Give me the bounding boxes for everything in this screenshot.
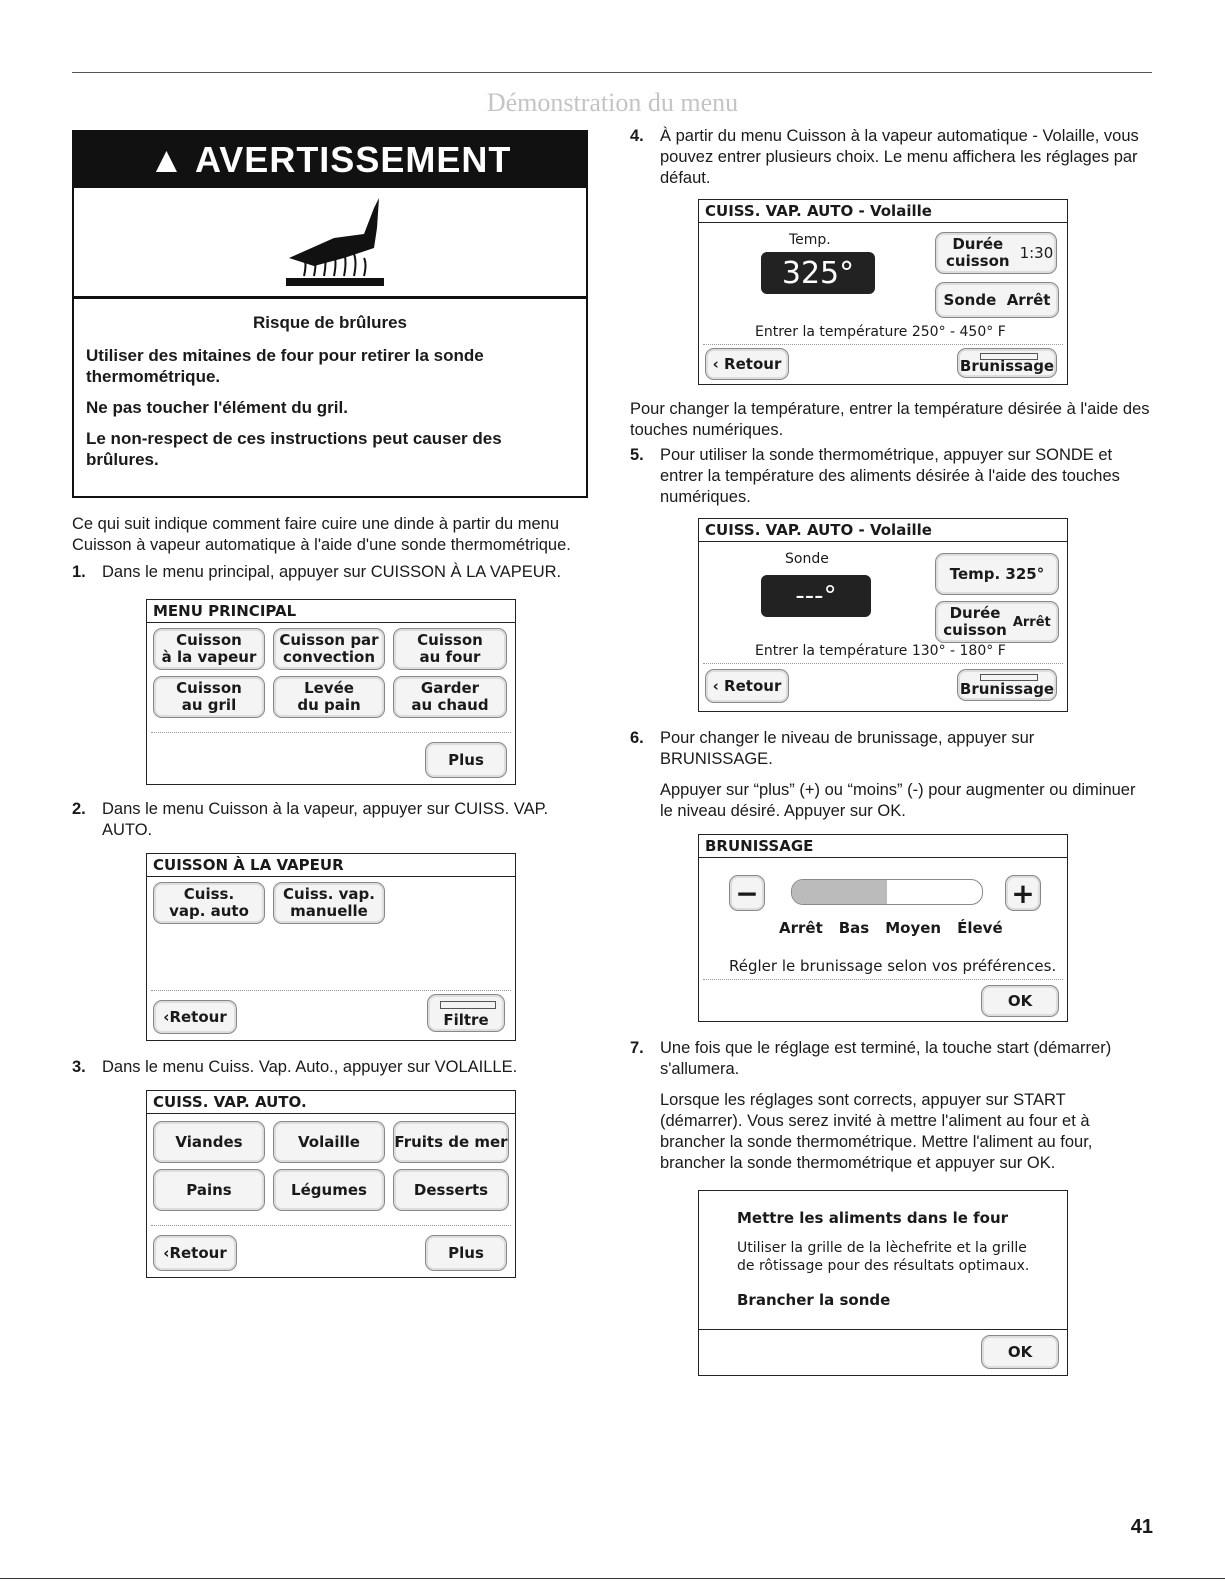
intro-text: Ce qui suit indique comment faire cuire une dinde à partir du menu Cuisson à vapeur automatique à l'aide d'une sonde thermométrique.	[72, 515, 571, 554]
button-browning[interactable]: Brunissage	[957, 348, 1057, 378]
step-2	[72, 799, 592, 841]
warning-subtitle: Risque de brûlures	[253, 313, 407, 332]
button-cook-duration[interactable]: Durée cuisson 1:30	[935, 232, 1057, 274]
button-seafood[interactable]: Fruits de mer	[393, 1121, 509, 1163]
divider	[703, 344, 1063, 345]
step-text: Dans le menu principal, appuyer sur CUISSON À LA VAPEUR.	[102, 563, 562, 581]
button-desserts[interactable]: Desserts	[393, 1169, 509, 1211]
screen-poultry-temp	[698, 199, 1068, 385]
duration-state: Arrêt	[1012, 614, 1051, 630]
filter-slider-icon	[440, 1001, 496, 1009]
button-ok[interactable]: OK	[981, 985, 1059, 1017]
step-1	[72, 562, 592, 583]
warning-header	[74, 132, 586, 188]
bottom-rule	[0, 1578, 1225, 1579]
divider	[151, 990, 511, 991]
button-plus[interactable]: +	[1005, 875, 1041, 911]
step-number: 4.	[630, 127, 644, 145]
page-number: 41	[1130, 1516, 1153, 1538]
browning-levels	[779, 919, 1003, 937]
button-filter[interactable]	[427, 994, 505, 1032]
step-text: Dans le menu Cuisson à la vapeur, appuyer sur CUISS. VAP. AUTO.	[102, 800, 549, 839]
screen-insert-food	[698, 1190, 1068, 1376]
page-heading: Démonstration du menu	[486, 88, 739, 117]
browning-level-fill	[792, 880, 887, 904]
step-6	[630, 728, 1150, 770]
divider	[703, 979, 1063, 980]
button-probe[interactable]: Sonde Arrêt	[935, 282, 1059, 318]
step-text: À partir du menu Cuisson à la vapeur automatique - Volaille, vous pouvez entrer plusieurs choix. Le menu affichera les réglages par défaut.	[660, 127, 1139, 187]
browning-hint: Régler le brunissage selon vos préférences.	[729, 957, 1057, 975]
warning-box	[72, 130, 588, 498]
left-column	[72, 130, 592, 1278]
temp-label: Temp.	[789, 232, 831, 248]
step-number: 5.	[630, 446, 644, 464]
button-more[interactable]: Plus	[425, 1235, 507, 1271]
browning-level-bar[interactable]	[791, 879, 983, 905]
button-back[interactable]: ‹Retour	[153, 1235, 237, 1271]
insert-text: Utiliser la grille de la lèchefrite et la grille de rôtissage pour des résultats optimaux.	[737, 1240, 1030, 1274]
probe-label: Sonde	[785, 551, 829, 567]
button-more[interactable]: Plus	[425, 742, 507, 778]
step-number: 3.	[72, 1058, 86, 1076]
temp-display: 325°	[761, 252, 875, 294]
screen-title: CUISS. VAP. AUTO - Volaille	[699, 519, 1067, 542]
button-auto-steam[interactable]: Cuiss. vap. auto	[153, 882, 265, 924]
level-off: Arrêt	[779, 919, 823, 937]
step-5	[630, 445, 1150, 508]
screen-title: CUISSON À LA VAPEUR	[147, 854, 515, 877]
step-4	[630, 126, 1150, 189]
button-back[interactable]: ‹ Retour	[705, 348, 789, 380]
button-proof-bread[interactable]: Levée du pain	[273, 676, 385, 718]
step-text: Pour changer le niveau de brunissage, appuyer sur BRUNISSAGE.	[660, 729, 1035, 768]
step-3	[72, 1057, 592, 1078]
button-bake[interactable]: Cuisson au four	[393, 628, 507, 670]
insert-title: Mettre les aliments dans le four	[737, 1209, 1009, 1227]
step-text: Pour utiliser la sonde thermométrique, appuyer sur SONDE et entrer la température des aliments désirée à l'aide des touches numériques.	[660, 446, 1120, 506]
warning-line-3: Le non-respect de ces instructions peut causer des brûlures.	[86, 429, 502, 469]
button-breads[interactable]: Pains	[153, 1169, 265, 1211]
step-number: 2.	[72, 800, 86, 818]
button-meats[interactable]: Viandes	[153, 1121, 265, 1163]
browning-slider-icon	[980, 353, 1038, 360]
step-4-note: Pour changer la température, entrer la température désirée à l'aide des touches numériques.	[630, 400, 1150, 439]
screen-steam-menu	[146, 853, 516, 1041]
screen-browning	[698, 834, 1068, 1022]
button-browning[interactable]: Brunissage	[957, 669, 1057, 701]
step-7-note: Lorsque les réglages sont corrects, appuyer sur START (démarrer). Vous serez invité à mettre l'aliment au four et à brancher la sonde thermométrique. Mettre l'aliment au four, brancher la sonde thermométrique et appuyer sur OK.	[660, 1091, 1093, 1172]
temp-range-hint: Entrer la température 130° - 180° F	[755, 643, 1006, 659]
button-temp[interactable]: Temp. 325°	[935, 553, 1059, 595]
browning-slider-icon	[980, 674, 1038, 681]
button-keep-warm[interactable]: Garder au chaud	[393, 676, 507, 718]
button-cook-duration[interactable]: Durée cuisson Arrêt	[935, 601, 1059, 643]
divider	[699, 1329, 1067, 1330]
right-column	[630, 126, 1150, 1376]
level-medium: Moyen	[885, 919, 942, 937]
temp-range-hint: Entrer la température 250° - 450° F	[755, 324, 1006, 340]
filter-label: Filtre	[443, 1011, 489, 1029]
warning-line-1: Utiliser des mitaines de four pour retirer la sonde thermométrique.	[86, 346, 484, 386]
level-low: Bas	[838, 919, 870, 937]
screen-title: CUISS. VAP. AUTO - Volaille	[699, 200, 1067, 223]
screen-title: MENU PRINCIPAL	[147, 600, 515, 623]
step-number: 6.	[630, 729, 644, 747]
button-poultry[interactable]: Volaille	[273, 1121, 385, 1163]
button-broil[interactable]: Cuisson au gril	[153, 676, 265, 718]
divider	[151, 1225, 511, 1226]
step-number: 1.	[72, 563, 86, 581]
level-high: Élevé	[957, 919, 1003, 937]
probe-display: ---°	[761, 575, 871, 617]
step-text: Dans le menu Cuiss. Vap. Auto., appuyer sur VOLAILLE.	[102, 1058, 518, 1076]
button-convection[interactable]: Cuisson par convection	[273, 628, 385, 670]
step-text: Une fois que le réglage est terminé, la touche start (démarrer) s'allumera.	[660, 1039, 1112, 1078]
step-number: 7.	[630, 1039, 644, 1057]
screen-main-menu	[146, 599, 516, 785]
button-vegetables[interactable]: Légumes	[273, 1169, 385, 1211]
divider	[703, 663, 1063, 664]
warning-line-2: Ne pas toucher l'élément du gril.	[86, 398, 348, 417]
step-7	[630, 1038, 1150, 1080]
insert-probe: Brancher la sonde	[737, 1291, 891, 1309]
warning-triangle-icon: ▲	[148, 139, 186, 180]
button-minus[interactable]: −	[729, 875, 765, 911]
button-steam-cooking[interactable]: Cuisson à la vapeur	[153, 628, 265, 670]
button-ok[interactable]: OK	[981, 1335, 1059, 1369]
divider	[151, 732, 511, 733]
top-rule	[72, 72, 1152, 73]
hot-surface-icon	[74, 188, 586, 299]
button-back[interactable]: ‹ Retour	[705, 669, 789, 703]
warning-title: AVERTISSEMENT	[194, 139, 512, 180]
step-6-note: Appuyer sur “plus” (+) ou “moins” (-) pour augmenter ou diminuer le niveau désiré. Appuyer sur OK.	[660, 781, 1136, 820]
screen-auto-steam-menu	[146, 1090, 516, 1278]
screen-poultry-probe	[698, 518, 1068, 712]
screen-title: CUISS. VAP. AUTO.	[147, 1091, 515, 1114]
duration-value: 1:30	[1019, 243, 1054, 262]
screen-title: BRUNISSAGE	[699, 835, 1067, 858]
button-back[interactable]: ‹Retour	[153, 1000, 237, 1034]
button-manual-steam[interactable]: Cuiss. vap. manuelle	[273, 882, 385, 924]
